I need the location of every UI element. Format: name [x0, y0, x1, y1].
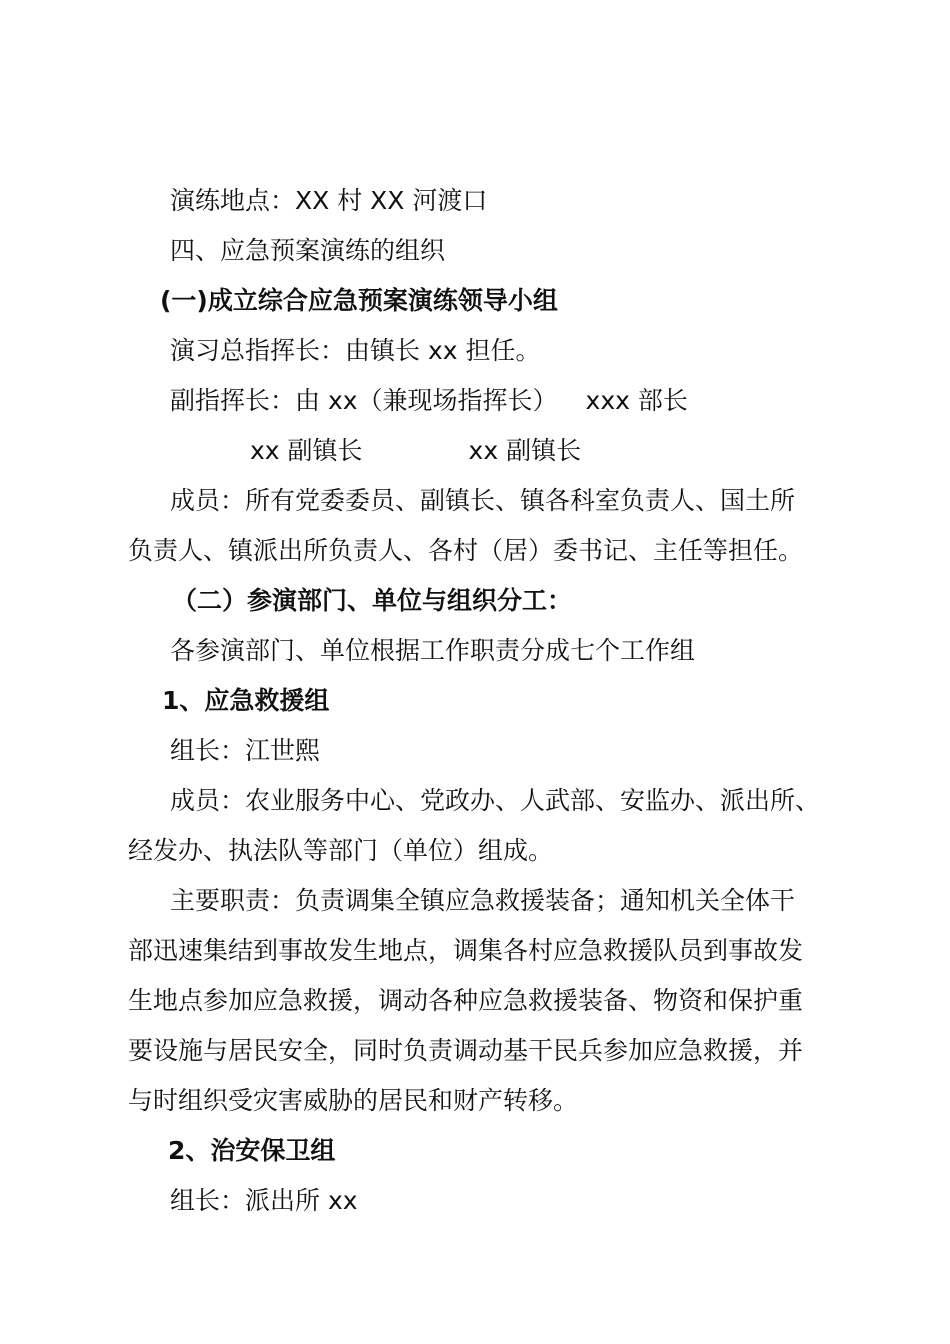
- deputy-commander-text: 副指挥长：由 xx（兼现场指挥长）: [170, 386, 558, 415]
- group2-leader: 组长：派出所 xx: [170, 1186, 358, 1215]
- group1-members-line-2: 经发办、执法队等部门（单位）组成。: [128, 836, 554, 865]
- group1-members-line-1: 成员：农业服务中心、党政办、人武部、安监办、派出所、: [170, 786, 821, 815]
- group1-duty-line-1: 主要职责：负责调集全镇应急救援装备；通知机关全体干: [170, 886, 796, 915]
- deputy-mayor-2: xx 副镇长: [468, 436, 582, 465]
- group1-title: 1、应急救援组: [162, 686, 330, 715]
- division-intro: 各参演部门、单位根据工作职责分成七个工作组: [170, 636, 696, 665]
- group1-duty-line-4: 要设施与居民安全，同时负责调动基干民兵参加应急救援，并: [128, 1036, 804, 1065]
- drill-location: 演练地点：XX 村 XX 河渡口: [170, 186, 488, 215]
- group1-duty-line-2: 部迅速集结到事故发生地点，调集各村应急救援队员到事故发: [128, 936, 804, 965]
- group1-leader: 组长：江世熙: [170, 736, 321, 765]
- group1-duty-line-5: 与时组织受灾害威胁的居民和财产转移。: [128, 1086, 579, 1115]
- subsection-title-leadership: (一)成立综合应急预案演练领导小组: [160, 286, 558, 315]
- members-line-2: 负责人、镇派出所负责人、各村（居）委书记、主任等担任。: [128, 536, 804, 565]
- subsection-title-division: （二）参演部门、单位与组织分工：: [172, 586, 573, 615]
- section-title-organization: 四、应急预案演练的组织: [170, 236, 446, 265]
- deputy-commander-line: [170, 384, 890, 418]
- deputy-department-head: xxx 部长: [585, 386, 688, 415]
- deputy-mayors-line: [250, 434, 950, 468]
- deputy-mayor-1: xx 副镇长: [250, 436, 363, 465]
- members-line-1: 成员：所有党委委员、副镇长、镇各科室负责人、国土所: [170, 486, 796, 515]
- group2-title: 2、治安保卫组: [168, 1136, 336, 1165]
- group1-duty-line-3: 生地点参加应急救援，调动各种应急救援装备、物资和保护重: [128, 986, 804, 1015]
- commander-line: 演习总指挥长：由镇长 xx 担任。: [170, 336, 541, 365]
